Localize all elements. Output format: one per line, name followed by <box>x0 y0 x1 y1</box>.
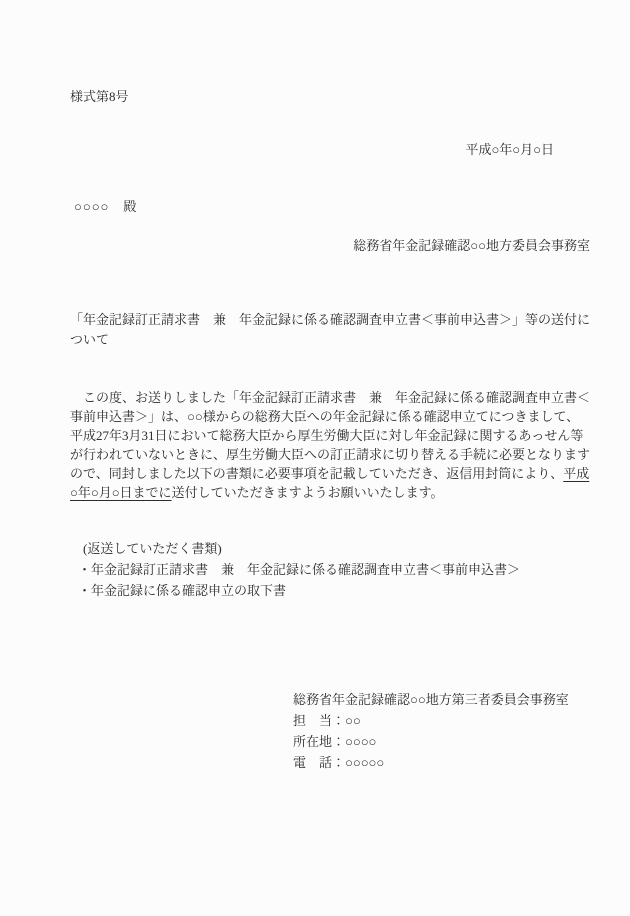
body-line-1: この度、お送りしました「年金記録訂正請求書 兼 年金記録に係る確認調査申立書＜ <box>70 390 591 405</box>
body-paragraph <box>70 388 591 502</box>
body-line-5-text: ので、同封しました以下の書類に必要事項を記載していただき、返信用封筒により、 <box>70 466 564 481</box>
body-line-6-text: 送付していただきますようお願いいたします。 <box>171 485 444 500</box>
office-address: 所在地：○○○○ <box>293 734 377 749</box>
body-line-4: が行われていないときに、厚生労働大臣への訂正請求に切り替える手続に必要となります <box>70 447 591 462</box>
subject-line-2: ついて <box>70 332 110 347</box>
date-line: 平成○年○月○日 <box>465 142 554 157</box>
deadline-underline-start: 平成 <box>563 466 590 481</box>
deadline-underline-end: ○年○月○日までに <box>70 485 172 500</box>
body-line-6 <box>70 483 591 502</box>
return-documents-section <box>70 538 591 601</box>
subject-title <box>70 310 591 350</box>
office-contact-block <box>293 689 569 773</box>
body-line-5 <box>70 464 591 483</box>
body-line-2: 事前申込書＞」は、○○様からの総務大臣への年金記録に係る確認申立てにつきまして、 <box>70 409 580 424</box>
return-document-item-1: ・年金記録訂正請求書 兼 年金記録に係る確認調査申立書＜事前申込書＞ <box>78 562 521 577</box>
sender-line: 総務省年金記録確認○○地方委員会事務室 <box>353 238 590 253</box>
return-document-item-2: ・年金記録に係る確認申立の取下書 <box>78 583 287 598</box>
office-name: 総務省年金記録確認○○地方第三者委員会事務室 <box>293 692 569 707</box>
return-documents-heading: (返送していただく書類) <box>83 541 222 556</box>
addressee-line: ○○○○ 殿 <box>74 199 138 214</box>
office-phone: 電 話：○○○○○ <box>293 755 385 770</box>
office-contact-person: 担 当：○○ <box>293 713 361 728</box>
body-line-3: 平成27年3月31日において総務大臣から厚生労働大臣に対し年金記録に関するあっせん等 <box>70 428 584 443</box>
form-number: 様式第8号 <box>70 89 129 104</box>
subject-line-1: 「年金記録訂正請求書 兼 年金記録に係る確認調査申立書＜事前申込書＞」等の送付に <box>70 312 591 327</box>
